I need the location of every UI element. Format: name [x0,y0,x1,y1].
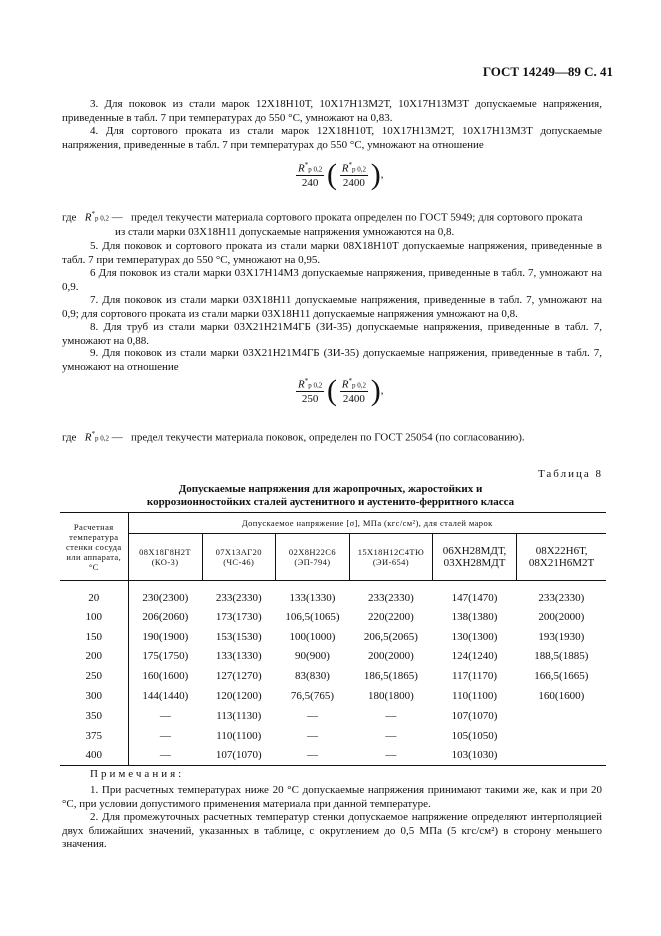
paragraph-3: 3. Для поковок из стали марок 12Х18Н10Т, 10Х17Н13М2Т, 10Х17Н13М3Т допускаемые напряжения, приведенные в табл. 7 при температурах до 550 °С, умножают на 0,83. [62,98,602,124]
stress-value-cell: 160(1600) [538,690,585,703]
table-label: Таблица 8 [537,468,603,480]
right-paren: ) [370,158,381,191]
paragraph-8: 8. Для труб из стали марки 03Х21Н21М4ГБ (ЗИ-35) допускаемые напряжения, приведенные в табл. 7, умножают на 0,88. [62,321,602,347]
temperature-cell: 100 [60,607,128,627]
stress-value-cell: 166,5(1665) [534,670,589,683]
r-symbol: R [84,211,92,224]
fraction-1: $\frac{R^*p 0,2}{240}$ [298,160,323,190]
stress-value-cell: 220(2200) [368,610,414,623]
stress-value-cell: 230(2300) [142,592,189,604]
stress-value-cell: — [306,729,318,742]
stress-table [60,512,606,766]
fraction-2: $\frac{R^*p 0,2}{2400}$ [341,160,366,190]
stress-value-cell: — [159,709,171,722]
col-header-2: 07Х13АГ20 (ЧС-46) [202,534,275,581]
stress-value-cell: 130(1300) [451,630,498,643]
stress-value-cell: 117(1170) [452,670,498,683]
table-row [60,666,606,686]
paragraph-5: 5. Для поковок и сортового проката из стали марки 08Х18Н10Т допускаемые напряжения, приведенные в табл. 7 при температурах до 550 °С, умножают на 0,95. [62,240,602,266]
stress-value-cell [517,706,606,726]
stress-value-cell: — [306,709,318,722]
stress-value-cell: 83(830) [295,670,330,683]
stress-value-cell: 233(2330) [538,592,585,604]
fraction-2: $\frac{R^*p 0,2}{2400}$ [341,376,366,406]
temp-header: Расчетная температура стенки сосуда или аппарата, °С [60,513,128,581]
stress-value-cell: — [159,729,171,742]
col-header-3: 02Х8Н22С6 (ЭП-794) [275,534,349,581]
stress-value-cell: — [349,746,432,766]
stress-value-cell: 180(1800) [368,690,414,703]
stress-value-cell: 200(2000) [368,650,414,663]
stress-value-cell: 127(1270) [215,670,262,683]
stress-value-cell: 133(1330) [289,592,336,604]
where-clause-2: где R*p 0,2 — предел текучести материала поковок, определен по ГОСТ 25054 (по согласованию). [62,430,525,444]
stress-value-cell: 200(2000) [538,610,585,623]
temperature-cell: 300 [60,686,128,706]
stress-value-cell: — [385,729,397,742]
table-body [60,581,606,766]
left-paren: ( [326,158,337,191]
stress-value-cell: 106,5(1065) [285,610,340,623]
stress-value-cell: 124(1240) [451,650,498,663]
col-header-1: 08Х18Г8Н2Т (КО-3) [128,534,202,581]
stress-value-cell: 188,5(1885) [534,650,589,663]
stress-value-cell: 175(1750) [142,650,189,663]
left-paren: ( [326,374,337,407]
stress-value-cell: 186,5(1865) [363,670,418,683]
notes-heading: Примечания: [90,768,185,780]
page-header: ГОСТ 14249—89 С. 41 [482,64,613,79]
stress-value-cell [517,746,606,766]
stress-value-cell [517,726,606,746]
temperature-cell: 150 [60,627,128,647]
right-paren: ) [370,374,381,407]
fraction-1: $\frac{R^*p 0,2}{250}$ [298,376,323,406]
stress-value-cell: 76,5(765) [290,690,334,703]
table-row [60,686,606,706]
stress-value-cell: 100(1000) [289,630,336,643]
temperature-cell: 20 [60,581,128,608]
col-header-4: 15Х18Н12С4ТЮ (ЭИ-654) [349,534,432,581]
stress-value-cell: — [385,709,397,722]
stress-value-cell: 233(2330) [215,592,262,604]
note-1: 1. При расчетных температурах ниже 20 °С допускаемые напряжения принимают такими же, как и при 20 °С, при условии допустимого применения материала при данной температуре. [62,784,602,810]
stress-value-cell: — [275,746,349,766]
span-header: Допускаемое напряжение [σ], МПа (кгс/см²), для сталей марок [128,513,606,534]
stress-value-cell: 193(1930) [538,630,585,643]
paragraph-4: 4. Для сортового проката из стали марок 12Х18Н10Т, 10Х17Н13М2Т, 10Х17Н13М3Т допускаемые напряжения, приведенные в табл. 7 при температурах до 550 °С, умножают на отношение [62,125,602,151]
temperature-cell: 350 [60,706,128,726]
table-row [60,726,606,746]
table-row [60,627,606,647]
stress-value-cell: 110(1100) [452,690,498,703]
stress-value-cell: 160(1600) [142,670,189,683]
paragraph-7: 7. Для поковок из стали марки 03Х18Н11 допускаемые напряжения, приведенные в табл. 7, умножают на 0,9; для сортового проката из стали марки 03Х18Н11 допускаемые напряжения умножают на 0,8. [62,294,602,320]
table-row [60,706,606,726]
table-row [60,607,606,627]
stress-value-cell: 190(1900) [142,630,189,643]
where-clause-1: где R*p 0,2 — предел текучести материала сортового проката определен по ГОСТ 5949; для сортового проката из стали марки 03Х18Н11 допускаемые напряжения умножаются на 0,8. [62,210,583,239]
paragraph-9: 9. Для поковок из стали марки 03Х21Н21М4ГБ (ЗИ-35) допускаемые напряжения, приведенные в табл. 7, умножают на отношение [62,347,602,373]
stress-value-cell: 138(1380) [451,610,498,623]
table-row [60,746,606,766]
stress-value-cell: 206,5(2065) [363,630,418,643]
temperature-cell: 375 [60,726,128,746]
stress-value-cell: 147(1470) [451,592,498,604]
stress-value-cell: 107(1070) [451,709,498,722]
stress-value-cell: 206(2060) [142,610,189,623]
formula-ratio-250: $\frac{R^*p 0,2}{250}$ ( $\frac{R^*p 0,2}{2400}$ ), [298,374,384,407]
note-2: 2. Для промежуточных расчетных температур стенки допускаемое напряжение определяют интерполяцией двух ближайших значений, указанных в таблице, с округлением до 0,5 МПа (5 кгс/см²) в сторону меньшего значения. [62,811,602,850]
paragraph-6: 6 Для поковок из стали марки 03Х17Н14М3 допускаемые напряжения, приведенные в табл. 7, умножают на 0,9. [62,267,602,293]
stress-value-cell: 120(1200) [215,690,262,703]
stress-value-cell: 107(1070) [202,746,275,766]
stress-value-cell: 103(1030) [432,746,516,766]
stress-value-cell: — [128,746,202,766]
col-header-5: 06ХН28МДТ, 03ХН28МДТ [432,534,516,581]
table-row [60,581,606,608]
stress-value-cell: 133(1330) [215,650,262,663]
stress-value-cell: 233(2330) [368,592,414,604]
stress-value-cell: 144(1440) [142,690,189,703]
col-header-6: 08Х22Н6Т, 08Х21Н6М2Т [517,534,606,581]
stress-value-cell: 153(1530) [215,630,262,643]
stress-value-cell: 110(1100) [216,729,262,742]
formula-ratio-240: $\frac{R^*p 0,2}{240}$ ( $\frac{R^*p 0,2}{2400}$ ), [298,158,384,191]
table-title: Допускаемые напряжения для жаропрочных, жаростойких и коррозионностойких сталей аустенитного и аустенито-ферритного класса [146,483,515,508]
stress-value-cell: 113(1130) [216,709,262,722]
stress-value-cell: 105(1050) [451,729,498,742]
temperature-cell: 400 [60,746,128,766]
stress-value-cell: 173(1730) [215,610,262,623]
table-row [60,647,606,667]
stress-value-cell: 90(900) [295,650,330,663]
temperature-cell: 250 [60,666,128,686]
temperature-cell: 200 [60,647,128,667]
